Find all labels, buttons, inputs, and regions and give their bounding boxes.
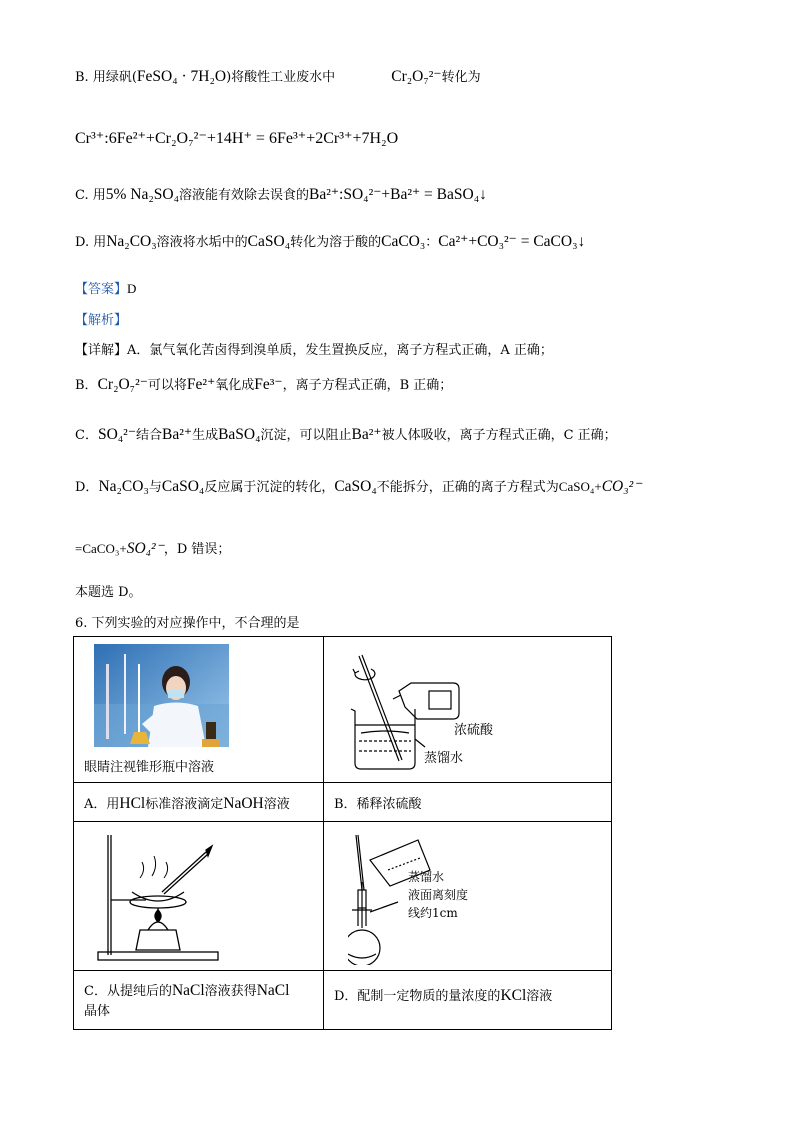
- explain-d-co3: CO₃²⁻: [601, 478, 642, 495]
- explain-b-mid: 可以将: [147, 378, 187, 393]
- formula-caco3: CaCO₃: [381, 233, 426, 250]
- option-c-prefix: C. 用: [75, 188, 106, 203]
- explain-c-suffix: 被人体吸收，离子方程式正确，C 正确；: [381, 428, 617, 443]
- explain-d-mid: 反应属于沉淀的转化，: [204, 480, 335, 495]
- cell-c-label: [74, 971, 324, 1030]
- formula-dichromate: Cr₂O₇²⁻: [391, 68, 442, 85]
- option-d-mid1: 溶液将水垢中的: [156, 235, 248, 250]
- cell-a-label: [74, 783, 324, 822]
- conclusion: 本题选 D。: [75, 585, 142, 600]
- cell-d-label: [324, 971, 612, 1030]
- option-a-mid: 标准溶液滴定: [145, 797, 224, 812]
- explain-b-line: [75, 374, 452, 394]
- detail-tag: 【详解】: [75, 343, 128, 358]
- option-d-line: [75, 231, 585, 251]
- analysis-tag: 【解析】: [75, 313, 128, 328]
- formula-naoh: NaOH: [223, 795, 264, 812]
- cell-d-distance-label-2: 线约1cm: [408, 906, 458, 920]
- explain-b-suffix: ，离子方程式正确，B 正确；: [282, 378, 453, 393]
- explain-d-caso4b: CaSO₄: [334, 478, 377, 495]
- cell-b-acid-label: 浓硫酸: [454, 723, 494, 738]
- explain-c-ba: Ba²⁺: [162, 426, 193, 443]
- cell-b-image: [324, 637, 612, 783]
- option-c-line: [75, 184, 487, 204]
- explain-c-mid2: 生成: [192, 428, 219, 443]
- cell-d-image: [324, 822, 612, 971]
- answer-line: [75, 278, 136, 297]
- explain-d-line2: [75, 538, 230, 558]
- formula-kcl: KCl: [500, 987, 527, 1004]
- explain-c-mid: 结合: [136, 428, 163, 443]
- option-a-prefix: A．用: [84, 797, 120, 812]
- cell-a-image: [74, 637, 324, 783]
- option-d-suffix-label: 溶液: [526, 989, 553, 1004]
- explain-c-baso4: BaSO₄: [218, 426, 261, 443]
- cell-a-caption: 眼睛注视锥形瓶中溶液: [84, 760, 215, 775]
- formula-nacl: NaCl: [171, 982, 205, 999]
- option-c-prefix: C．从提纯后的: [84, 984, 172, 999]
- explain-b-mid2: 氧化成: [215, 378, 255, 393]
- option-a-suffix: 溶液: [263, 797, 290, 812]
- option-d-equation: Ca²⁺+CO₃²⁻ = CaCO₃↓: [438, 233, 586, 250]
- explain-b-fe3: Fe³⁻: [254, 376, 283, 393]
- option-d-prefix: D. 用: [75, 235, 107, 250]
- option-c-suffix: 晶体: [84, 1004, 111, 1019]
- cell-c-image: [74, 822, 324, 971]
- explain-d-prefix: D．: [75, 480, 99, 495]
- option-b-line: [75, 66, 481, 86]
- explain-d-with: 与: [148, 480, 162, 495]
- cell-b-label: [324, 783, 612, 822]
- option-b-equation: Cr³⁺:6Fe²⁺+Cr₂O₇²⁻+14H⁺ = 6Fe³⁺+2Cr³⁺+7H₂O: [75, 130, 399, 147]
- option-d-text: [334, 985, 552, 1005]
- explain-c-line: [75, 424, 617, 444]
- option-b-prefix: B. 用绿矾(: [75, 70, 137, 85]
- evaporation-diagram: [96, 830, 226, 965]
- option-b-suffix: 转化为: [441, 70, 481, 85]
- cell-d-distance-label-1: 液面离刻度: [408, 888, 469, 902]
- explain-c-mid3: 沉淀，可以阻止: [260, 428, 352, 443]
- formula-na2co3: Na₂CO₃: [106, 233, 157, 250]
- explain-c-ba2: Ba²⁺: [351, 426, 382, 443]
- formula-na2so4: 5% Na₂SO₄: [105, 186, 179, 203]
- explain-d-caso4: CaSO₄: [161, 478, 205, 495]
- option-d-prefix-label: D．配制一定物质的量浓度的: [334, 989, 501, 1004]
- option-c-text: [84, 981, 289, 1022]
- explain-d-mid2: 不能拆分，正确的离子方程式为: [376, 480, 559, 495]
- explain-d-eq1: CaSO₄+: [558, 479, 602, 494]
- answer-tag: 【答案】: [75, 282, 128, 297]
- explain-c-prefix: C．: [75, 428, 98, 443]
- detail-a-line: [75, 339, 553, 358]
- titration-photo: [94, 644, 229, 747]
- option-d-mid2: 转化为溶于酸的: [290, 235, 382, 250]
- explain-b-prefix: B．: [75, 378, 98, 393]
- option-b-middle: )将酸性工业废水中: [226, 70, 336, 85]
- option-c-equation: Ba²⁺:SO₄²⁻+Ba²⁺ = BaSO₄↓: [309, 186, 487, 203]
- formula-caso4: CaSO₄: [247, 233, 291, 250]
- explain-b-fe2: Fe²⁺: [186, 376, 216, 393]
- formula-hcl: HCl: [119, 795, 146, 812]
- formula-green-vitriol: FeSO₄ · 7H₂O: [136, 68, 227, 85]
- explain-d-line: [75, 476, 641, 496]
- answer-value: D: [127, 281, 137, 296]
- explain-b-ion: Cr₂O₇²⁻: [97, 376, 148, 393]
- explain-d-so4: SO₄²⁻: [126, 540, 164, 557]
- explain-c-ion: SO₄²⁻: [97, 426, 136, 443]
- option-c-middle: 溶液能有效除去误食的: [178, 188, 309, 203]
- option-d-sep: ：: [425, 235, 439, 250]
- cell-b-water-label: 蒸馏水: [424, 751, 464, 766]
- option-c-mid: 溶液获得: [204, 984, 257, 999]
- detail-a-text: A．氯气氧化苦卤得到溴单质，发生置换反应，离子方程式正确，A 正确；: [127, 343, 553, 358]
- options-table: [73, 636, 612, 1030]
- explain-d-eq2: =CaCO₃+: [75, 541, 127, 556]
- option-b-text: B．稀释浓硫酸: [334, 797, 422, 812]
- explain-d-suffix: ，D 错误；: [163, 542, 231, 557]
- question-6-stem: 6. 下列实验的对应操作中，不合理的是: [75, 616, 300, 631]
- cell-d-water-label: 蒸馏水: [408, 870, 445, 884]
- option-a-text: [84, 793, 290, 813]
- explain-d-na2co3: Na₂CO₃: [98, 478, 149, 495]
- formula-nacl-2: NaCl: [256, 982, 290, 999]
